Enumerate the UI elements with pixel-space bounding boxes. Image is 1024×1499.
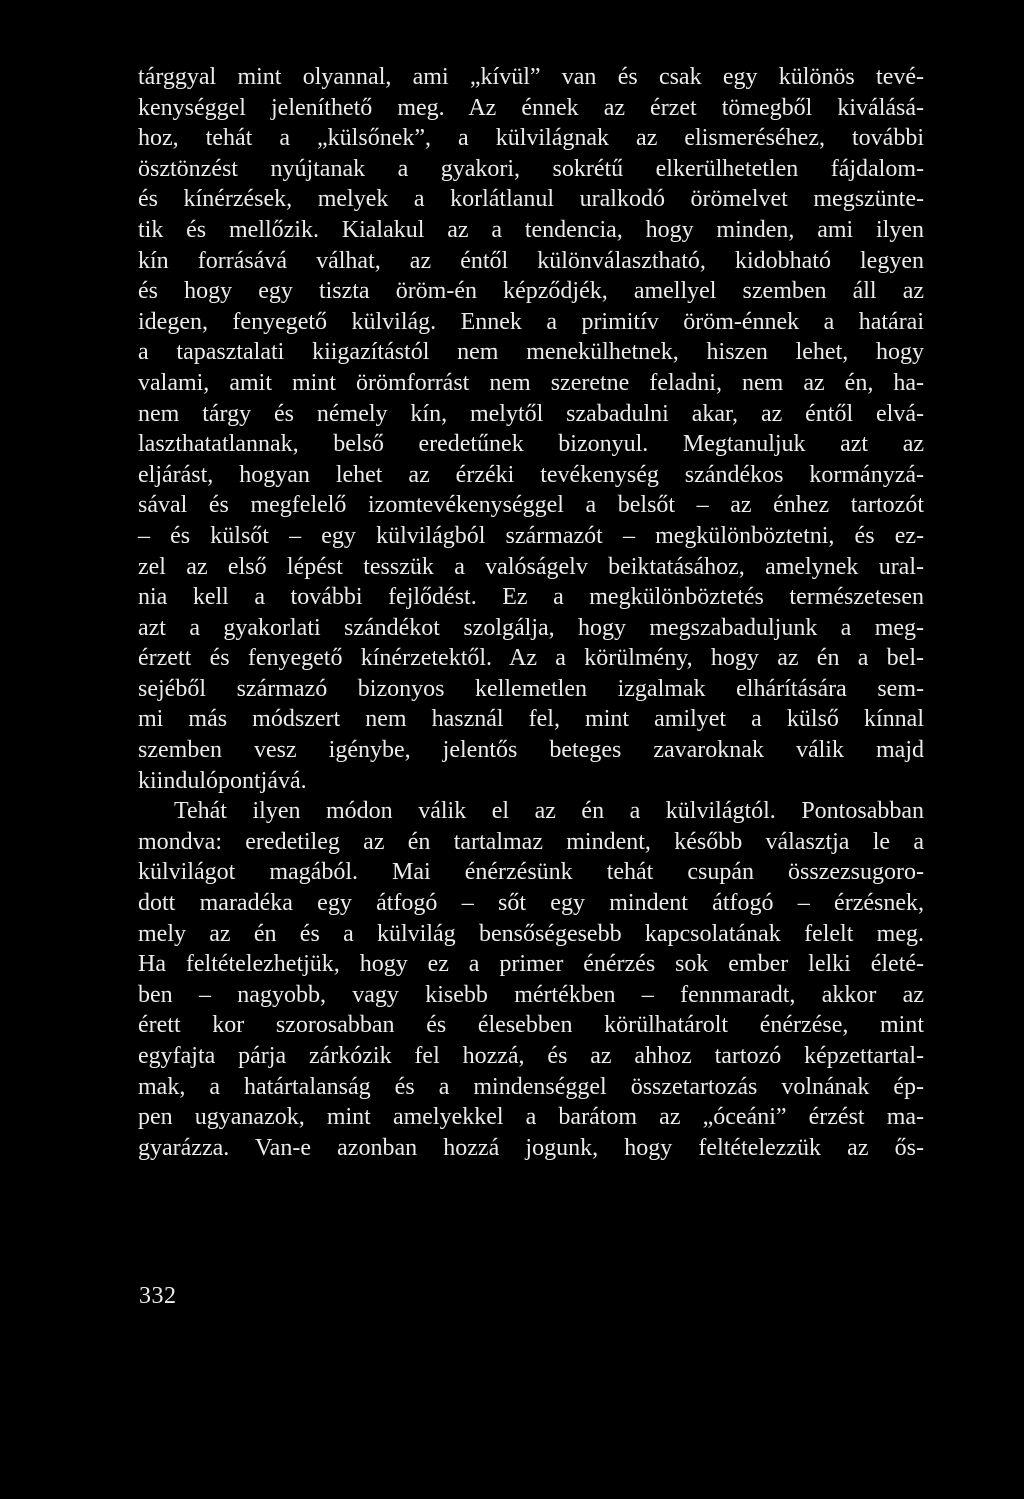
paragraph-start-line: Tehát ilyen módon válik el az én a külvilágtól. Pontosabban bbox=[174, 798, 924, 825]
text-line: külvilágot magából. Mai énérzésünk tehát csupán összezsugoro- bbox=[138, 859, 924, 886]
paragraph-end-line: kiindulópontjává. bbox=[138, 767, 307, 794]
text-line: a tapasztalati kiigazítástól nem menekülhetnek, hiszen lehet, hogy bbox=[138, 339, 924, 366]
text-line: idegen, fenyegető külvilág. Ennek a primitív öröm-énnek a határai bbox=[138, 308, 924, 335]
text-line: – és külsőt – egy külvilágból származót – megkülönböztetni, és ez- bbox=[138, 522, 924, 549]
text-line: kín forrásává válhat, az éntől különválasztható, kidobható legyen bbox=[138, 247, 924, 274]
page-number: 332 bbox=[139, 1283, 177, 1309]
text-line: szemben vesz igénybe, jelentős beteges zavaroknak válik majd bbox=[138, 737, 924, 764]
text-line: nia kell a további fejlődést. Ez a megkülönböztetés természetesen bbox=[138, 584, 924, 611]
text-line: kenységgel jeleníthető meg. Az énnek az érzet tömegből kiválásá- bbox=[138, 94, 924, 121]
text-line: pen ugyanazok, mint amelyekkel a barátom az „óceáni” érzést ma- bbox=[138, 1104, 924, 1131]
text-line: ösztönzést nyújtanak a gyakori, sokrétű elkerülhetetlen fájdalom- bbox=[138, 155, 924, 182]
text-line: és hogy egy tiszta öröm-én képződjék, amellyel szemben áll az bbox=[138, 278, 924, 305]
text-line: eljárást, hogyan lehet az érzéki tevékenység szándékos kormányzá- bbox=[138, 461, 924, 488]
text-line: tik és mellőzik. Kialakul az a tendencia, hogy minden, ami ilyen bbox=[138, 216, 924, 243]
text-line: mi más módszert nem használ fel, mint amilyet a külső kínnal bbox=[138, 706, 924, 733]
text-line: zel az első lépést tesszük a valóságelv beiktatásához, amelynek ural- bbox=[138, 553, 924, 580]
text-line: azt a gyakorlati szándékot szolgálja, hogy megszabaduljunk a meg- bbox=[138, 614, 924, 641]
text-line: érzett és fenyegető kínérzetektől. Az a körülmény, hogy az én a bel- bbox=[138, 645, 924, 672]
text-line: sejéből származó bizonyos kellemetlen izgalmak elhárítására sem- bbox=[138, 675, 924, 702]
text-line: mely az én és a külvilág bensőségesebb kapcsolatának felelt meg. bbox=[138, 920, 924, 947]
text-line: nem tárgy és némely kín, melytől szabadulni akar, az éntől elvá- bbox=[138, 400, 924, 427]
text-line: valami, amit mint örömforrást nem szeretne feladni, nem az én, ha- bbox=[138, 369, 924, 396]
body-text bbox=[138, 62, 924, 1163]
text-line: mak, a határtalanság és a mindenséggel összetartozás volnának ép- bbox=[138, 1073, 924, 1100]
text-line: tárggyal mint olyannal, ami „kívül” van és csak egy különös tevé- bbox=[138, 64, 924, 90]
text-line: Ha feltételezhetjük, hogy ez a primer énérzés sok ember lelki életé- bbox=[138, 951, 924, 978]
text-line: dott maradéka egy átfogó – sőt egy mindent átfogó – érzésnek, bbox=[138, 890, 924, 917]
text-line: és kínérzések, melyek a korlátlanul uralkodó örömelvet megszünte- bbox=[138, 186, 924, 213]
text-line: hoz, tehát a „külsőnek”, a külvilágnak az elismeréséhez, további bbox=[138, 125, 924, 152]
text-line: sával és megfelelő izomtevékenységgel a belsőt – az énhez tartozót bbox=[138, 492, 924, 519]
text-line: ben – nagyobb, vagy kisebb mértékben – fennmaradt, akkor az bbox=[138, 981, 924, 1008]
text-line: gyarázza. Van-e azonban hozzá jogunk, hogy feltételezzük az ős- bbox=[138, 1134, 924, 1161]
text-line: érett kor szorosabban és élesebben körülhatárolt énérzése, mint bbox=[138, 1012, 924, 1039]
text-line: laszthatatlannak, belső eredetűnek bizonyul. Megtanuljuk azt az bbox=[138, 431, 924, 458]
text-line: egyfajta párja zárkózik fel hozzá, és az ahhoz tartozó képzettartal- bbox=[138, 1043, 924, 1069]
text-line: mondva: eredetileg az én tartalmaz mindent, később választja le a bbox=[138, 828, 924, 855]
